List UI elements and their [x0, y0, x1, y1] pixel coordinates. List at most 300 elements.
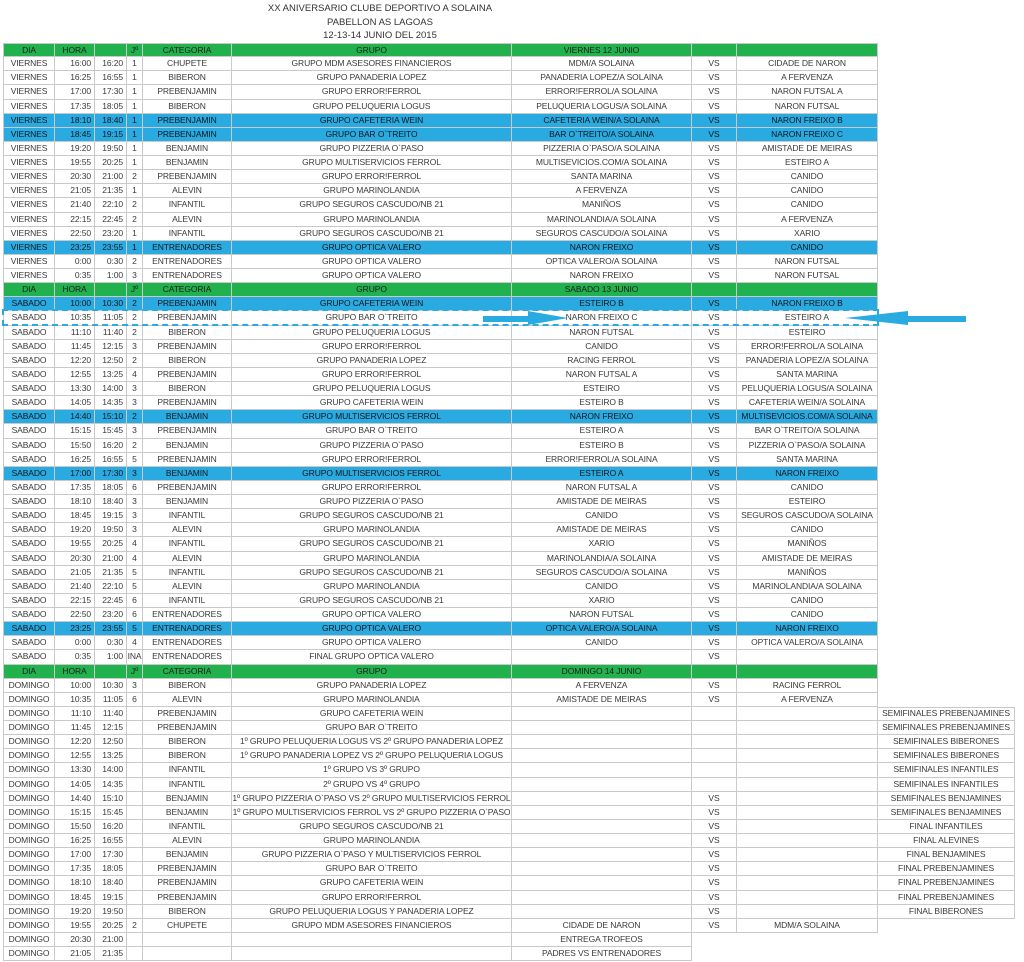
cell-hora-fin[interactable]: 20:25	[95, 537, 127, 551]
cell-grupo[interactable]: GRUPO SEGUROS CASCUDO/NB 21	[232, 820, 512, 834]
cell-equipo-visitante[interactable]	[737, 848, 878, 862]
cell-vs[interactable]: VS	[692, 439, 737, 453]
cell-jornada[interactable]: 2	[127, 198, 143, 212]
cell-hora-inicio[interactable]: 22:50	[55, 227, 95, 241]
cell-equipo-visitante[interactable]: NARON FREIXO C	[737, 128, 878, 142]
cell-hora-fin[interactable]: 19:50	[95, 905, 127, 919]
cell-dia[interactable]: VIERNES	[3, 269, 55, 283]
cell-grupo[interactable]: GRUPO MARINOLANDIA	[232, 693, 512, 707]
column-header-categoria[interactable]: CATEGORIA	[143, 283, 232, 297]
cell-equipo-local[interactable]: CANIDO	[512, 340, 692, 354]
cell-categoria[interactable]: ALEVIN	[143, 580, 232, 594]
cell-grupo[interactable]: GRUPO MARINOLANDIA	[232, 213, 512, 227]
header-opponent-cell[interactable]	[737, 665, 878, 679]
cell-vs[interactable]: VS	[692, 128, 737, 142]
cell-equipo-local[interactable]: ESTEIRO B	[512, 439, 692, 453]
cell-hora-fin[interactable]: 12:15	[95, 721, 127, 735]
cell-hora-inicio[interactable]: 19:20	[55, 905, 95, 919]
cell-equipo-local[interactable]: BAR O`TREITO/A SOLAINA	[512, 128, 692, 142]
cell-jornada[interactable]	[127, 721, 143, 735]
cell-dia[interactable]: DOMINGO	[3, 806, 55, 820]
cell-dia[interactable]: DOMINGO	[3, 905, 55, 919]
cell-jornada[interactable]: 4	[127, 537, 143, 551]
cell-categoria[interactable]: INFANTIL	[143, 763, 232, 777]
cell-hora-inicio[interactable]: 23:25	[55, 622, 95, 636]
cell-jornada[interactable]: 1	[127, 71, 143, 85]
cell-jornada[interactable]	[127, 876, 143, 890]
cell-dia[interactable]: VIERNES	[3, 255, 55, 269]
cell-hora-inicio[interactable]: 21:05	[55, 947, 95, 961]
cell-dia[interactable]: SABADO	[3, 396, 55, 410]
cell-dia[interactable]: DOMINGO	[3, 947, 55, 961]
cell-dia[interactable]: DOMINGO	[3, 763, 55, 777]
cell-hora-fin[interactable]: 17:30	[95, 848, 127, 862]
cell-grupo[interactable]: GRUPO ERROR!FERROL	[232, 340, 512, 354]
cell-dia[interactable]: VIERNES	[3, 213, 55, 227]
cell-vs[interactable]	[692, 763, 737, 777]
cell-vs[interactable]: VS	[692, 820, 737, 834]
cell-categoria[interactable]: CHUPETE	[143, 57, 232, 71]
cell-jornada[interactable]	[127, 933, 143, 947]
cell-jornada[interactable]: 5	[127, 622, 143, 636]
cell-vs[interactable]: VS	[692, 834, 737, 848]
cell-jornada[interactable]: 2	[127, 213, 143, 227]
cell-equipo-visitante[interactable]: CANIDO	[737, 184, 878, 198]
cell-equipo-visitante[interactable]: XARIO	[737, 227, 878, 241]
cell-equipo-visitante[interactable]: CANIDO	[737, 594, 878, 608]
cell-equipo-visitante[interactable]: NARON FREIXO B	[737, 297, 878, 311]
cell-hora-inicio[interactable]: 14:05	[55, 396, 95, 410]
cell-vs[interactable]: VS	[692, 184, 737, 198]
cell-hora-inicio[interactable]: 10:35	[55, 693, 95, 707]
cell-equipo-visitante[interactable]	[737, 891, 878, 905]
cell-hora-inicio[interactable]: 10:00	[55, 297, 95, 311]
cell-jornada[interactable]	[127, 862, 143, 876]
cell-hora-inicio[interactable]: 15:15	[55, 806, 95, 820]
cell-vs[interactable]: VS	[692, 891, 737, 905]
cell-categoria[interactable]: PREBENJAMIN	[143, 311, 232, 325]
cell-equipo-visitante[interactable]: CANIDO	[737, 198, 878, 212]
cell-grupo[interactable]: GRUPO PANADERIA LOPEZ	[232, 354, 512, 368]
cell-grupo[interactable]: GRUPO ERROR!FERROL	[232, 453, 512, 467]
cell-grupo[interactable]: 2º GRUPO VS 4º GRUPO	[232, 778, 512, 792]
cell-hora-fin[interactable]: 16:20	[95, 57, 127, 71]
header-opponent-cell[interactable]	[737, 43, 878, 57]
cell-hora-inicio[interactable]: 18:45	[55, 509, 95, 523]
cell-equipo-local[interactable]: MARINOLANDIA/A SOLAINA	[512, 213, 692, 227]
cell-hora-fin[interactable]: 18:05	[95, 862, 127, 876]
cell-equipo-local[interactable]	[512, 891, 692, 905]
cell-equipo-local[interactable]: RACING FERROL	[512, 354, 692, 368]
column-header-hora[interactable]: HORA	[55, 283, 95, 297]
cell-categoria[interactable]: INFANTIL	[143, 566, 232, 580]
cell-categoria[interactable]: BENJAMIN	[143, 467, 232, 481]
cell-categoria[interactable]: ALEVIN	[143, 184, 232, 198]
cell-categoria[interactable]	[143, 933, 232, 947]
cell-hora-inicio[interactable]: 20:30	[55, 552, 95, 566]
cell-grupo[interactable]: GRUPO BAR O`TREITO	[232, 721, 512, 735]
cell-equipo-visitante[interactable]	[737, 905, 878, 919]
cell-jornada[interactable]: 2	[127, 354, 143, 368]
cell-equipo-visitante[interactable]: A FERVENZA	[737, 693, 878, 707]
cell-dia[interactable]: VIERNES	[3, 241, 55, 255]
cell-hora-inicio[interactable]: 21:40	[55, 580, 95, 594]
cell-jornada[interactable]	[127, 891, 143, 905]
cell-vs[interactable]: VS	[692, 509, 737, 523]
cell-grupo[interactable]: GRUPO PIZZERIA O`PASO	[232, 439, 512, 453]
cell-dia[interactable]: SABADO	[3, 481, 55, 495]
cell-jornada[interactable]	[127, 735, 143, 749]
cell-vs[interactable]: VS	[692, 142, 737, 156]
header-vs-cell[interactable]	[692, 283, 737, 297]
cell-jornada[interactable]: 2	[127, 919, 143, 933]
cell-equipo-local[interactable]: ENTREGA TROFEOS	[512, 933, 692, 947]
cell-dia[interactable]: DOMINGO	[3, 933, 55, 947]
cell-equipo-local[interactable]: MANIÑOS	[512, 198, 692, 212]
cell-dia[interactable]: SABADO	[3, 382, 55, 396]
cell-equipo-visitante[interactable]: SEGUROS CASCUDO/A SOLAINA	[737, 509, 878, 523]
column-header-jornada[interactable]: Jº	[127, 43, 143, 57]
cell-equipo-local[interactable]: ESTEIRO B	[512, 396, 692, 410]
cell-equipo-local[interactable]: SEGUROS CASCUDO/A SOLAINA	[512, 566, 692, 580]
cell-vs[interactable]: VS	[692, 919, 737, 933]
cell-hora-fin[interactable]: 14:35	[95, 778, 127, 792]
cell-dia[interactable]: SABADO	[3, 311, 55, 325]
cell-jornada[interactable]: 2	[127, 410, 143, 424]
cell-grupo[interactable]: GRUPO PANADERIA LOPEZ	[232, 71, 512, 85]
cell-equipo-visitante[interactable]	[737, 862, 878, 876]
cell-equipo-local[interactable]: MDM/A SOLAINA	[512, 57, 692, 71]
cell-grupo[interactable]: GRUPO PIZZERIA O`PASO	[232, 142, 512, 156]
cell-dia[interactable]: DOMINGO	[3, 721, 55, 735]
cell-jornada[interactable]: 1	[127, 227, 143, 241]
cell-jornada[interactable]: 3	[127, 340, 143, 354]
cell-equipo-local[interactable]: NARON FREIXO	[512, 269, 692, 283]
cell-equipo-local[interactable]: CIDADE DE NARON	[512, 919, 692, 933]
column-header-jornada[interactable]: Jº	[127, 283, 143, 297]
cell-equipo-visitante[interactable]: AMISTADE DE MEIRAS	[737, 142, 878, 156]
cell-jornada[interactable]: 1	[127, 85, 143, 99]
column-header-jornada[interactable]: Jº	[127, 665, 143, 679]
cell-vs[interactable]: VS	[692, 537, 737, 551]
cell-hora-inicio[interactable]: 22:50	[55, 608, 95, 622]
cell-hora-fin[interactable]: 21:00	[95, 552, 127, 566]
cell-jornada[interactable]: 2	[127, 439, 143, 453]
cell-grupo[interactable]: GRUPO OPTICA VALERO	[232, 269, 512, 283]
cell-equipo-local[interactable]: NARON FREIXO	[512, 410, 692, 424]
cell-categoria[interactable]: PREBENJAMIN	[143, 424, 232, 438]
cell-vs[interactable]: VS	[692, 354, 737, 368]
cell-vs[interactable]: VS	[692, 679, 737, 693]
cell-dia[interactable]: DOMINGO	[3, 848, 55, 862]
cell-grupo[interactable]: GRUPO SEGUROS CASCUDO/NB 21	[232, 198, 512, 212]
cell-ronda-final[interactable]: SEMIFINALES INFANTILES	[878, 778, 1015, 792]
cell-hora-fin[interactable]: 21:00	[95, 170, 127, 184]
cell-hora-fin[interactable]: 15:45	[95, 806, 127, 820]
cell-vs[interactable]: VS	[692, 636, 737, 650]
cell-jornada[interactable]: 6	[127, 693, 143, 707]
cell-equipo-local[interactable]: AMISTADE DE MEIRAS	[512, 523, 692, 537]
cell-jornada[interactable]: 1	[127, 184, 143, 198]
cell-categoria[interactable]: CHUPETE	[143, 919, 232, 933]
day-section-label[interactable]: SABADO 13 JUNIO	[512, 283, 692, 297]
cell-categoria[interactable]: BENJAMIN	[143, 806, 232, 820]
cell-equipo-local[interactable]: PIZZERIA O`PASO/A SOLAINA	[512, 142, 692, 156]
cell-equipo-local[interactable]: OPTICA VALERO/A SOLAINA	[512, 255, 692, 269]
cell-jornada[interactable]: 4	[127, 552, 143, 566]
cell-hora-fin[interactable]: 15:10	[95, 410, 127, 424]
cell-equipo-local[interactable]: NARON FUTSAL	[512, 608, 692, 622]
cell-hora-inicio[interactable]: 18:10	[55, 876, 95, 890]
cell-dia[interactable]: VIERNES	[3, 85, 55, 99]
cell-hora-fin[interactable]: 1:00	[95, 650, 127, 664]
cell-jornada[interactable]	[127, 763, 143, 777]
column-header-grupo[interactable]: GRUPO	[232, 43, 512, 57]
cell-grupo[interactable]: GRUPO MARINOLANDIA	[232, 184, 512, 198]
cell-dia[interactable]: SABADO	[3, 424, 55, 438]
cell-hora-fin[interactable]: 12:50	[95, 354, 127, 368]
cell-grupo[interactable]: GRUPO CAFETERIA WEIN	[232, 876, 512, 890]
cell-grupo[interactable]: GRUPO SEGUROS CASCUDO/NB 21	[232, 594, 512, 608]
cell-categoria[interactable]: BIBERON	[143, 71, 232, 85]
cell-hora-inicio[interactable]: 11:10	[55, 326, 95, 340]
cell-categoria[interactable]: BENJAMIN	[143, 495, 232, 509]
cell-categoria[interactable]: PREBENJAMIN	[143, 481, 232, 495]
cell-vs[interactable]: VS	[692, 198, 737, 212]
cell-categoria[interactable]: PREBENJAMIN	[143, 368, 232, 382]
cell-grupo[interactable]: GRUPO MARINOLANDIA	[232, 834, 512, 848]
cell-dia[interactable]: VIERNES	[3, 184, 55, 198]
cell-dia[interactable]: SABADO	[3, 297, 55, 311]
cell-equipo-visitante[interactable]	[737, 806, 878, 820]
cell-ronda-final[interactable]: SEMIFINALES PREBENJAMINES	[878, 721, 1015, 735]
cell-grupo[interactable]: GRUPO BAR O`TREITO	[232, 862, 512, 876]
cell-categoria[interactable]: BIBERON	[143, 679, 232, 693]
cell-vs[interactable]: VS	[692, 71, 737, 85]
cell-vs[interactable]: VS	[692, 608, 737, 622]
cell-hora-inicio[interactable]: 0:35	[55, 650, 95, 664]
cell-vs[interactable]: VS	[692, 580, 737, 594]
cell-equipo-visitante[interactable]: MULTISEVICIOS.COM/A SOLAINA	[737, 410, 878, 424]
column-header-grupo[interactable]: GRUPO	[232, 665, 512, 679]
cell-vs[interactable]: VS	[692, 410, 737, 424]
cell-grupo[interactable]: GRUPO MARINOLANDIA	[232, 523, 512, 537]
cell-hora-fin[interactable]: 16:20	[95, 439, 127, 453]
cell-vs[interactable]: VS	[692, 622, 737, 636]
cell-hora-fin[interactable]: 21:35	[95, 947, 127, 961]
cell-grupo[interactable]: GRUPO PELUQUERIA LOGUS	[232, 100, 512, 114]
column-header-categoria[interactable]: CATEGORIA	[143, 665, 232, 679]
cell-grupo[interactable]: GRUPO SEGUROS CASCUDO/NB 21	[232, 509, 512, 523]
cell-categoria[interactable]: PREBENJAMIN	[143, 340, 232, 354]
cell-hora-fin[interactable]: 17:30	[95, 85, 127, 99]
cell-grupo[interactable]	[232, 947, 512, 961]
cell-grupo[interactable]: GRUPO ERROR!FERROL	[232, 481, 512, 495]
cell-hora-inicio[interactable]: 16:25	[55, 834, 95, 848]
cell-jornada[interactable]: 1	[127, 241, 143, 255]
cell-hora-fin[interactable]: 23:55	[95, 241, 127, 255]
cell-equipo-local[interactable]: CANIDO	[512, 580, 692, 594]
cell-jornada[interactable]: 2	[127, 297, 143, 311]
cell-equipo-local[interactable]: NARON FREIXO C	[512, 311, 692, 325]
cell-categoria[interactable]: BIBERON	[143, 100, 232, 114]
cell-equipo-local[interactable]: MULTISEVICIOS.COM/A SOLAINA	[512, 156, 692, 170]
cell-vs[interactable]	[692, 778, 737, 792]
cell-vs[interactable]: VS	[692, 227, 737, 241]
cell-grupo[interactable]: GRUPO OPTICA VALERO	[232, 622, 512, 636]
cell-jornada[interactable]: 2	[127, 170, 143, 184]
cell-dia[interactable]: SABADO	[3, 622, 55, 636]
cell-equipo-visitante[interactable]	[737, 763, 878, 777]
cell-equipo-visitante[interactable]: MANIÑOS	[737, 537, 878, 551]
cell-equipo-local[interactable]: NARON FUTSAL	[512, 326, 692, 340]
cell-hora-fin[interactable]: 0:30	[95, 636, 127, 650]
cell-hora-fin[interactable]: 12:50	[95, 735, 127, 749]
cell-equipo-visitante[interactable]	[737, 749, 878, 763]
cell-vs[interactable]: VS	[692, 862, 737, 876]
cell-equipo-local[interactable]: A FERVENZA	[512, 184, 692, 198]
cell-categoria[interactable]	[143, 947, 232, 961]
cell-jornada[interactable]	[127, 848, 143, 862]
cell-hora-inicio[interactable]: 20:30	[55, 170, 95, 184]
column-header-categoria[interactable]: CATEGORIA	[143, 43, 232, 57]
cell-hora-inicio[interactable]: 11:45	[55, 340, 95, 354]
cell-equipo-visitante[interactable]: MARINOLANDIA/A SOLAINA	[737, 580, 878, 594]
cell-vs[interactable]: VS	[692, 495, 737, 509]
cell-categoria[interactable]: ENTRENADORES	[143, 269, 232, 283]
cell-categoria[interactable]: ALEVIN	[143, 552, 232, 566]
cell-dia[interactable]: SABADO	[3, 509, 55, 523]
cell-vs[interactable]	[692, 735, 737, 749]
cell-grupo[interactable]: GRUPO CAFETERIA WEIN	[232, 114, 512, 128]
cell-grupo[interactable]: GRUPO SEGUROS CASCUDO/NB 21	[232, 566, 512, 580]
cell-categoria[interactable]: ENTRENADORES	[143, 241, 232, 255]
cell-vs[interactable]: VS	[692, 85, 737, 99]
cell-equipo-visitante[interactable]: PANADERIA LOPEZ/A SOLAINA	[737, 354, 878, 368]
column-header-hora-fin[interactable]	[95, 43, 127, 57]
cell-hora-inicio[interactable]: 12:55	[55, 368, 95, 382]
cell-grupo[interactable]: GRUPO MULTISERVICIOS FERROL	[232, 467, 512, 481]
cell-vs[interactable]: VS	[692, 467, 737, 481]
cell-hora-fin[interactable]: 22:45	[95, 213, 127, 227]
cell-hora-inicio[interactable]: 20:30	[55, 933, 95, 947]
cell-grupo[interactable]: GRUPO PIZZERIA O`PASO	[232, 495, 512, 509]
cell-equipo-visitante[interactable]: ESTEIRO	[737, 495, 878, 509]
cell-hora-fin[interactable]: 16:20	[95, 820, 127, 834]
cell-categoria[interactable]: INFANTIL	[143, 820, 232, 834]
cell-hora-inicio[interactable]: 17:00	[55, 848, 95, 862]
cell-equipo-local[interactable]: ESTEIRO B	[512, 297, 692, 311]
cell-equipo-visitante[interactable]	[737, 650, 878, 664]
cell-equipo-visitante[interactable]: MDM/A SOLAINA	[737, 919, 878, 933]
cell-ronda-final[interactable]: FINAL PREBENJAMINES	[878, 862, 1015, 876]
cell-categoria[interactable]: BIBERON	[143, 326, 232, 340]
cell-dia[interactable]: DOMINGO	[3, 862, 55, 876]
cell-jornada[interactable]: 3	[127, 523, 143, 537]
cell-grupo[interactable]: 1º GRUPO MULTISERVICIOS FERROL VS 2º GRUPO PIZZERIA O`PASO	[232, 806, 512, 820]
cell-hora-inicio[interactable]: 19:55	[55, 156, 95, 170]
cell-vs[interactable]: VS	[692, 340, 737, 354]
cell-ronda-final[interactable]: FINAL PREBENJAMINES	[878, 891, 1015, 905]
cell-hora-inicio[interactable]: 17:35	[55, 481, 95, 495]
cell-hora-fin[interactable]: 0:30	[95, 255, 127, 269]
cell-grupo[interactable]: GRUPO MARINOLANDIA	[232, 580, 512, 594]
cell-hora-inicio[interactable]: 17:35	[55, 100, 95, 114]
cell-vs[interactable]: VS	[692, 693, 737, 707]
cell-equipo-visitante[interactable]: OPTICA VALERO/A SOLAINA	[737, 636, 878, 650]
cell-hora-inicio[interactable]: 15:50	[55, 439, 95, 453]
cell-vs[interactable]: VS	[692, 396, 737, 410]
cell-dia[interactable]: VIERNES	[3, 100, 55, 114]
cell-equipo-visitante[interactable]: MANIÑOS	[737, 566, 878, 580]
cell-equipo-visitante[interactable]: NARON FUTSAL	[737, 269, 878, 283]
cell-hora-inicio[interactable]: 19:20	[55, 142, 95, 156]
cell-grupo[interactable]: GRUPO PELUQUERIA LOGUS	[232, 382, 512, 396]
cell-grupo[interactable]: GRUPO PANADERIA LOPEZ	[232, 679, 512, 693]
cell-hora-fin[interactable]: 20:25	[95, 919, 127, 933]
cell-vs[interactable]: VS	[692, 170, 737, 184]
cell-hora-inicio[interactable]: 13:30	[55, 382, 95, 396]
cell-grupo[interactable]: GRUPO MDM ASESORES FINANCIEROS	[232, 57, 512, 71]
cell-dia[interactable]: DOMINGO	[3, 693, 55, 707]
cell-dia[interactable]: SABADO	[3, 453, 55, 467]
cell-grupo[interactable]: FINAL GRUPO OPTICA VALERO	[232, 650, 512, 664]
cell-jornada[interactable]	[127, 806, 143, 820]
cell-vs[interactable]: VS	[692, 453, 737, 467]
cell-hora-inicio[interactable]: 10:35	[55, 311, 95, 325]
cell-equipo-visitante[interactable]: ESTEIRO A	[737, 311, 878, 325]
cell-dia[interactable]: VIERNES	[3, 114, 55, 128]
cell-dia[interactable]: SABADO	[3, 495, 55, 509]
cell-hora-fin[interactable]: 19:15	[95, 128, 127, 142]
cell-equipo-local[interactable]: ESTEIRO A	[512, 467, 692, 481]
cell-dia[interactable]: SABADO	[3, 594, 55, 608]
cell-hora-fin[interactable]: 10:30	[95, 679, 127, 693]
cell-equipo-visitante[interactable]: CANIDO	[737, 523, 878, 537]
cell-equipo-local[interactable]: ESTEIRO	[512, 382, 692, 396]
cell-jornada[interactable]: 1	[127, 128, 143, 142]
cell-ronda-final[interactable]: FINAL BIBERONES	[878, 905, 1015, 919]
column-header-dia[interactable]: DIA	[3, 43, 55, 57]
cell-ronda-final[interactable]: SEMIFINALES INFANTILES	[878, 763, 1015, 777]
cell-hora-fin[interactable]: 21:35	[95, 566, 127, 580]
cell-hora-fin[interactable]: 21:00	[95, 933, 127, 947]
cell-equipo-local[interactable]	[512, 707, 692, 721]
cell-dia[interactable]: VIERNES	[3, 57, 55, 71]
cell-categoria[interactable]: BIBERON	[143, 382, 232, 396]
column-header-hora[interactable]: HORA	[55, 665, 95, 679]
cell-grupo[interactable]: GRUPO MARINOLANDIA	[232, 552, 512, 566]
cell-equipo-visitante[interactable]	[737, 707, 878, 721]
cell-hora-fin[interactable]: 12:15	[95, 340, 127, 354]
cell-grupo[interactable]: GRUPO CAFETERIA WEIN	[232, 396, 512, 410]
cell-grupo[interactable]: GRUPO MULTISERVICIOS FERROL	[232, 410, 512, 424]
cell-hora-fin[interactable]: 16:55	[95, 453, 127, 467]
cell-hora-fin[interactable]: 11:40	[95, 707, 127, 721]
cell-equipo-local[interactable]: MARINOLANDIA/A SOLAINA	[512, 552, 692, 566]
cell-equipo-visitante[interactable]: CANIDO	[737, 608, 878, 622]
cell-categoria[interactable]: BIBERON	[143, 735, 232, 749]
cell-dia[interactable]: DOMINGO	[3, 735, 55, 749]
cell-hora-inicio[interactable]: 16:25	[55, 71, 95, 85]
cell-vs[interactable]: VS	[692, 523, 737, 537]
cell-categoria[interactable]: ALEVIN	[143, 523, 232, 537]
cell-hora-fin[interactable]: 16:55	[95, 71, 127, 85]
cell-categoria[interactable]: PREBENJAMIN	[143, 396, 232, 410]
cell-categoria[interactable]: BENJAMIN	[143, 848, 232, 862]
cell-equipo-local[interactable]: SANTA MARINA	[512, 170, 692, 184]
cell-jornada[interactable]: 3	[127, 424, 143, 438]
